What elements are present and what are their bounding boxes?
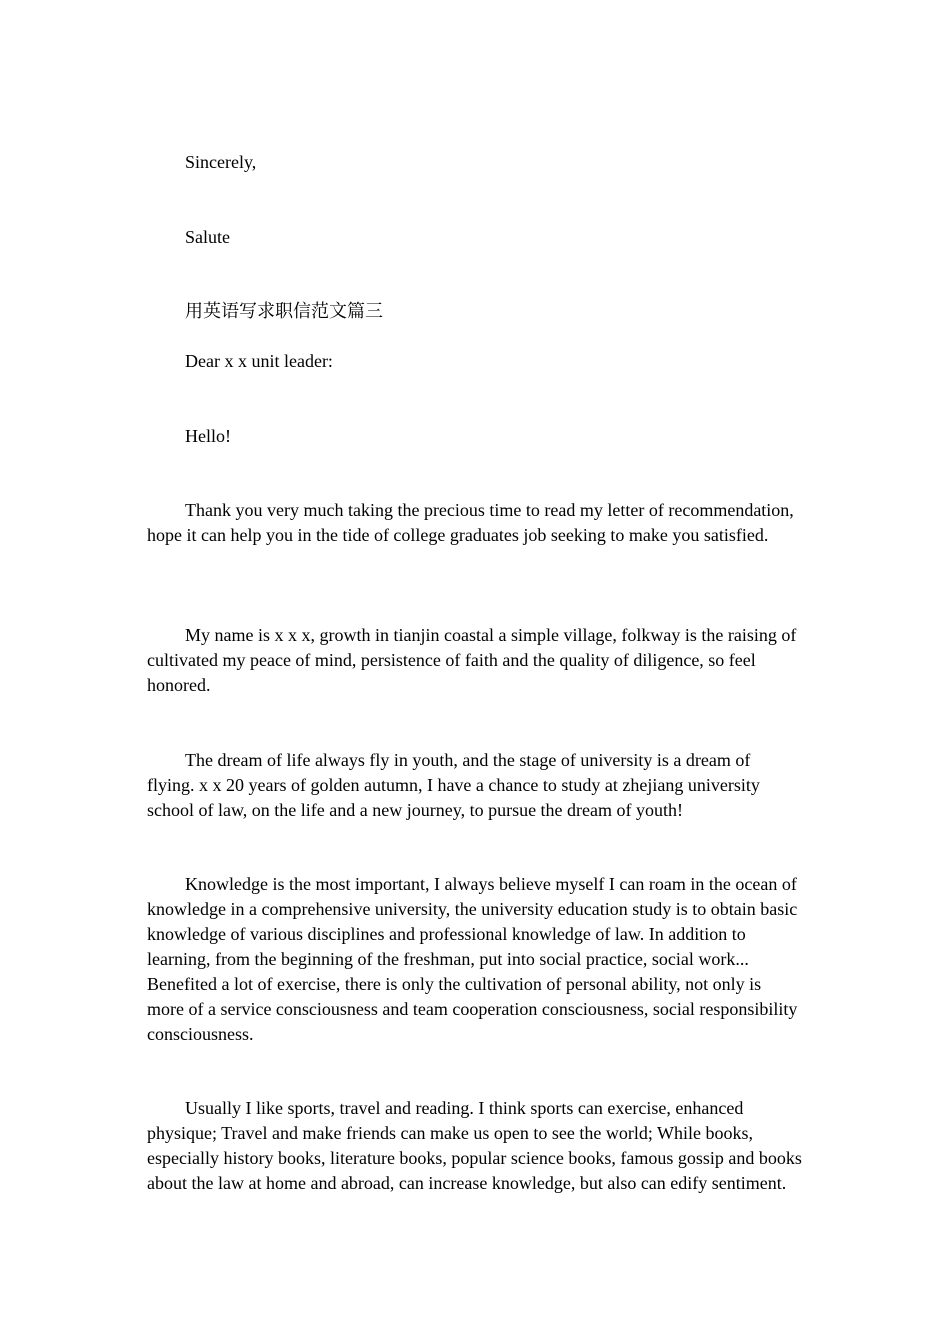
hello-line: Hello! — [185, 426, 231, 446]
paragraph-hobbies: Usually I like sports, travel and reading. I think sports can exercise, enhanced physique; Travel and make friends can make us open to see the world; While books, especially history books, literature books, popular science books, famous gossip and books about the law at home and abroad, can increase knowledge, but also can edify sentiment. — [147, 1098, 802, 1193]
paragraph-introduction: My name is x x x, growth in tianjin coastal a simple village, folkway is the raising of cultivated my peace of mind, persistence of faith and the quality of diligence, so feel honored. — [147, 625, 797, 695]
paragraph-thanks: Thank you very much taking the precious time to read my letter of recommendation, hope it can help you in the tide of college graduates job seeking to make you satisfied. — [147, 500, 794, 545]
paragraph-dream: The dream of life always fly in youth, and the stage of university is a dream of flying. x x 20 years of golden autumn, I have a chance to study at zhejiang university school of law, on the life and a new journey, to pursue the dream of youth! — [147, 750, 760, 820]
salute-line: Salute — [185, 227, 230, 247]
greeting-line: Dear x x unit leader: — [185, 351, 333, 371]
closing-line: Sincerely, — [185, 152, 257, 172]
paragraph-knowledge: Knowledge is the most important, I always believe myself I can roam in the ocean of knowledge in a comprehensive university, the university education study is to obtain basic knowledge of various disciplines and professional knowledge of law. In addition to learning, from the beginning of the freshman, put into social practice, social work... Benefited a lot of exercise, there is only the cultivation of personal ability, not only is more of a service consciousness and team cooperation consciousness, social responsibility consciousness. — [147, 874, 798, 1044]
section-heading: 用英语写求职信范文篇三 — [185, 301, 383, 321]
